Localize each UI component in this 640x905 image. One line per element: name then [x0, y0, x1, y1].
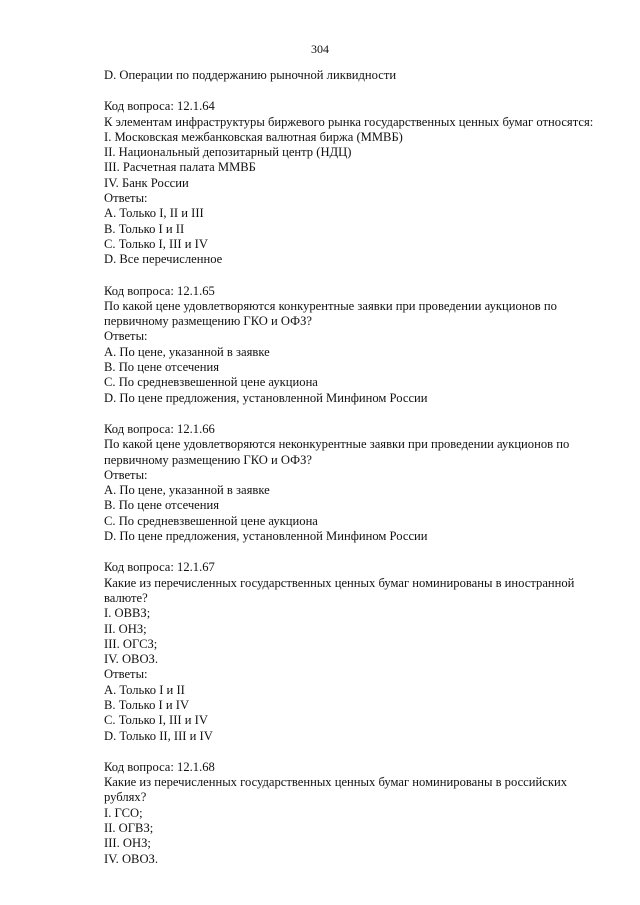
question-block: [104, 560, 604, 744]
answer-option: C. По средневзвешенной цене аукциона: [104, 513, 318, 528]
intro-block: [104, 68, 604, 83]
intro-line: D. Операции по поддержанию рыночной ликвидности: [104, 68, 397, 82]
answer-option: B. По цене отсечения: [104, 498, 220, 513]
answer-option: A. По цене, указанной в заявке: [104, 344, 270, 359]
answer-option: A. Только I, II и III: [104, 206, 204, 221]
question-block: [104, 284, 604, 406]
question-item: I. ОВВЗ;: [104, 606, 151, 621]
question-item: II. ОГВЗ;: [104, 821, 154, 836]
answer-option: C. По средневзвешенной цене аукциона: [104, 375, 318, 390]
question-code: Код вопроса: 12.1.66: [104, 421, 215, 436]
question-text-line: рублях?: [104, 790, 147, 805]
question-item: III. ОНЗ;: [104, 836, 151, 851]
answers-label: Ответы:: [104, 467, 148, 482]
question-item: IV. ОВОЗ.: [104, 851, 159, 866]
question-text-line: Какие из перечисленных государственных ценных бумаг номинированы в российских: [104, 775, 567, 790]
question-code: Код вопроса: 12.1.67: [104, 560, 215, 575]
question-text-line: Какие из перечисленных государственных ценных бумаг номинированы в иностранной: [104, 575, 575, 590]
answer-option: C. Только I, III и IV: [104, 236, 208, 251]
answer-option: D. По цене предложения, установленной Минфином России: [104, 529, 428, 544]
answer-option: B. По цене отсечения: [104, 360, 220, 375]
question-block: [104, 760, 604, 867]
page-number: 304: [311, 42, 329, 56]
answers-label: Ответы:: [104, 329, 148, 344]
answer-option: D. По цене предложения, установленной Минфином России: [104, 390, 428, 405]
answer-option: C. Только I, III и IV: [104, 713, 208, 728]
question-text-line: По какой цене удовлетворяются конкурентные заявки при проведении аукционов по: [104, 298, 557, 313]
question-item: III. ОГСЗ;: [104, 636, 158, 651]
answer-option: A. Только I и II: [104, 682, 185, 697]
answer-option: D. Только II, III и IV: [104, 728, 213, 743]
question-item: II. ОНЗ;: [104, 621, 147, 636]
answers-label: Ответы:: [104, 667, 148, 682]
question-code: Код вопроса: 12.1.64: [104, 99, 215, 114]
question-block: [104, 422, 604, 544]
answer-option: A. По цене, указанной в заявке: [104, 483, 270, 498]
question-item: I. Московская межбанковская валютная биржа (ММВБ): [104, 129, 403, 144]
answer-option: D. Все перечисленное: [104, 252, 223, 267]
question-item: IV. Банк России: [104, 175, 189, 190]
question-text-line: валюте?: [104, 590, 148, 605]
answer-option: B. Только I и II: [104, 221, 185, 236]
answer-option: B. Только I и IV: [104, 697, 190, 712]
question-item: IV. ОВОЗ.: [104, 652, 159, 667]
question-text-line: К элементам инфраструктуры биржевого рынка государственных ценных бумаг относятся:: [104, 114, 594, 129]
question-block: [104, 99, 604, 267]
question-text-line: По какой цене удовлетворяются неконкурентные заявки при проведении аукционов по: [104, 437, 570, 452]
question-code: Код вопроса: 12.1.68: [104, 759, 215, 774]
question-text-line: первичному размещению ГКО и ОФЗ?: [104, 314, 313, 329]
page-content: [104, 68, 604, 867]
question-item: II. Национальный депозитарный центр (НДЦ): [104, 145, 352, 160]
answers-label: Ответы:: [104, 191, 148, 206]
question-code: Код вопроса: 12.1.65: [104, 283, 215, 298]
question-text-line: первичному размещению ГКО и ОФЗ?: [104, 452, 313, 467]
question-item: I. ГСО;: [104, 805, 143, 820]
question-item: III. Расчетная палата ММВБ: [104, 160, 256, 175]
